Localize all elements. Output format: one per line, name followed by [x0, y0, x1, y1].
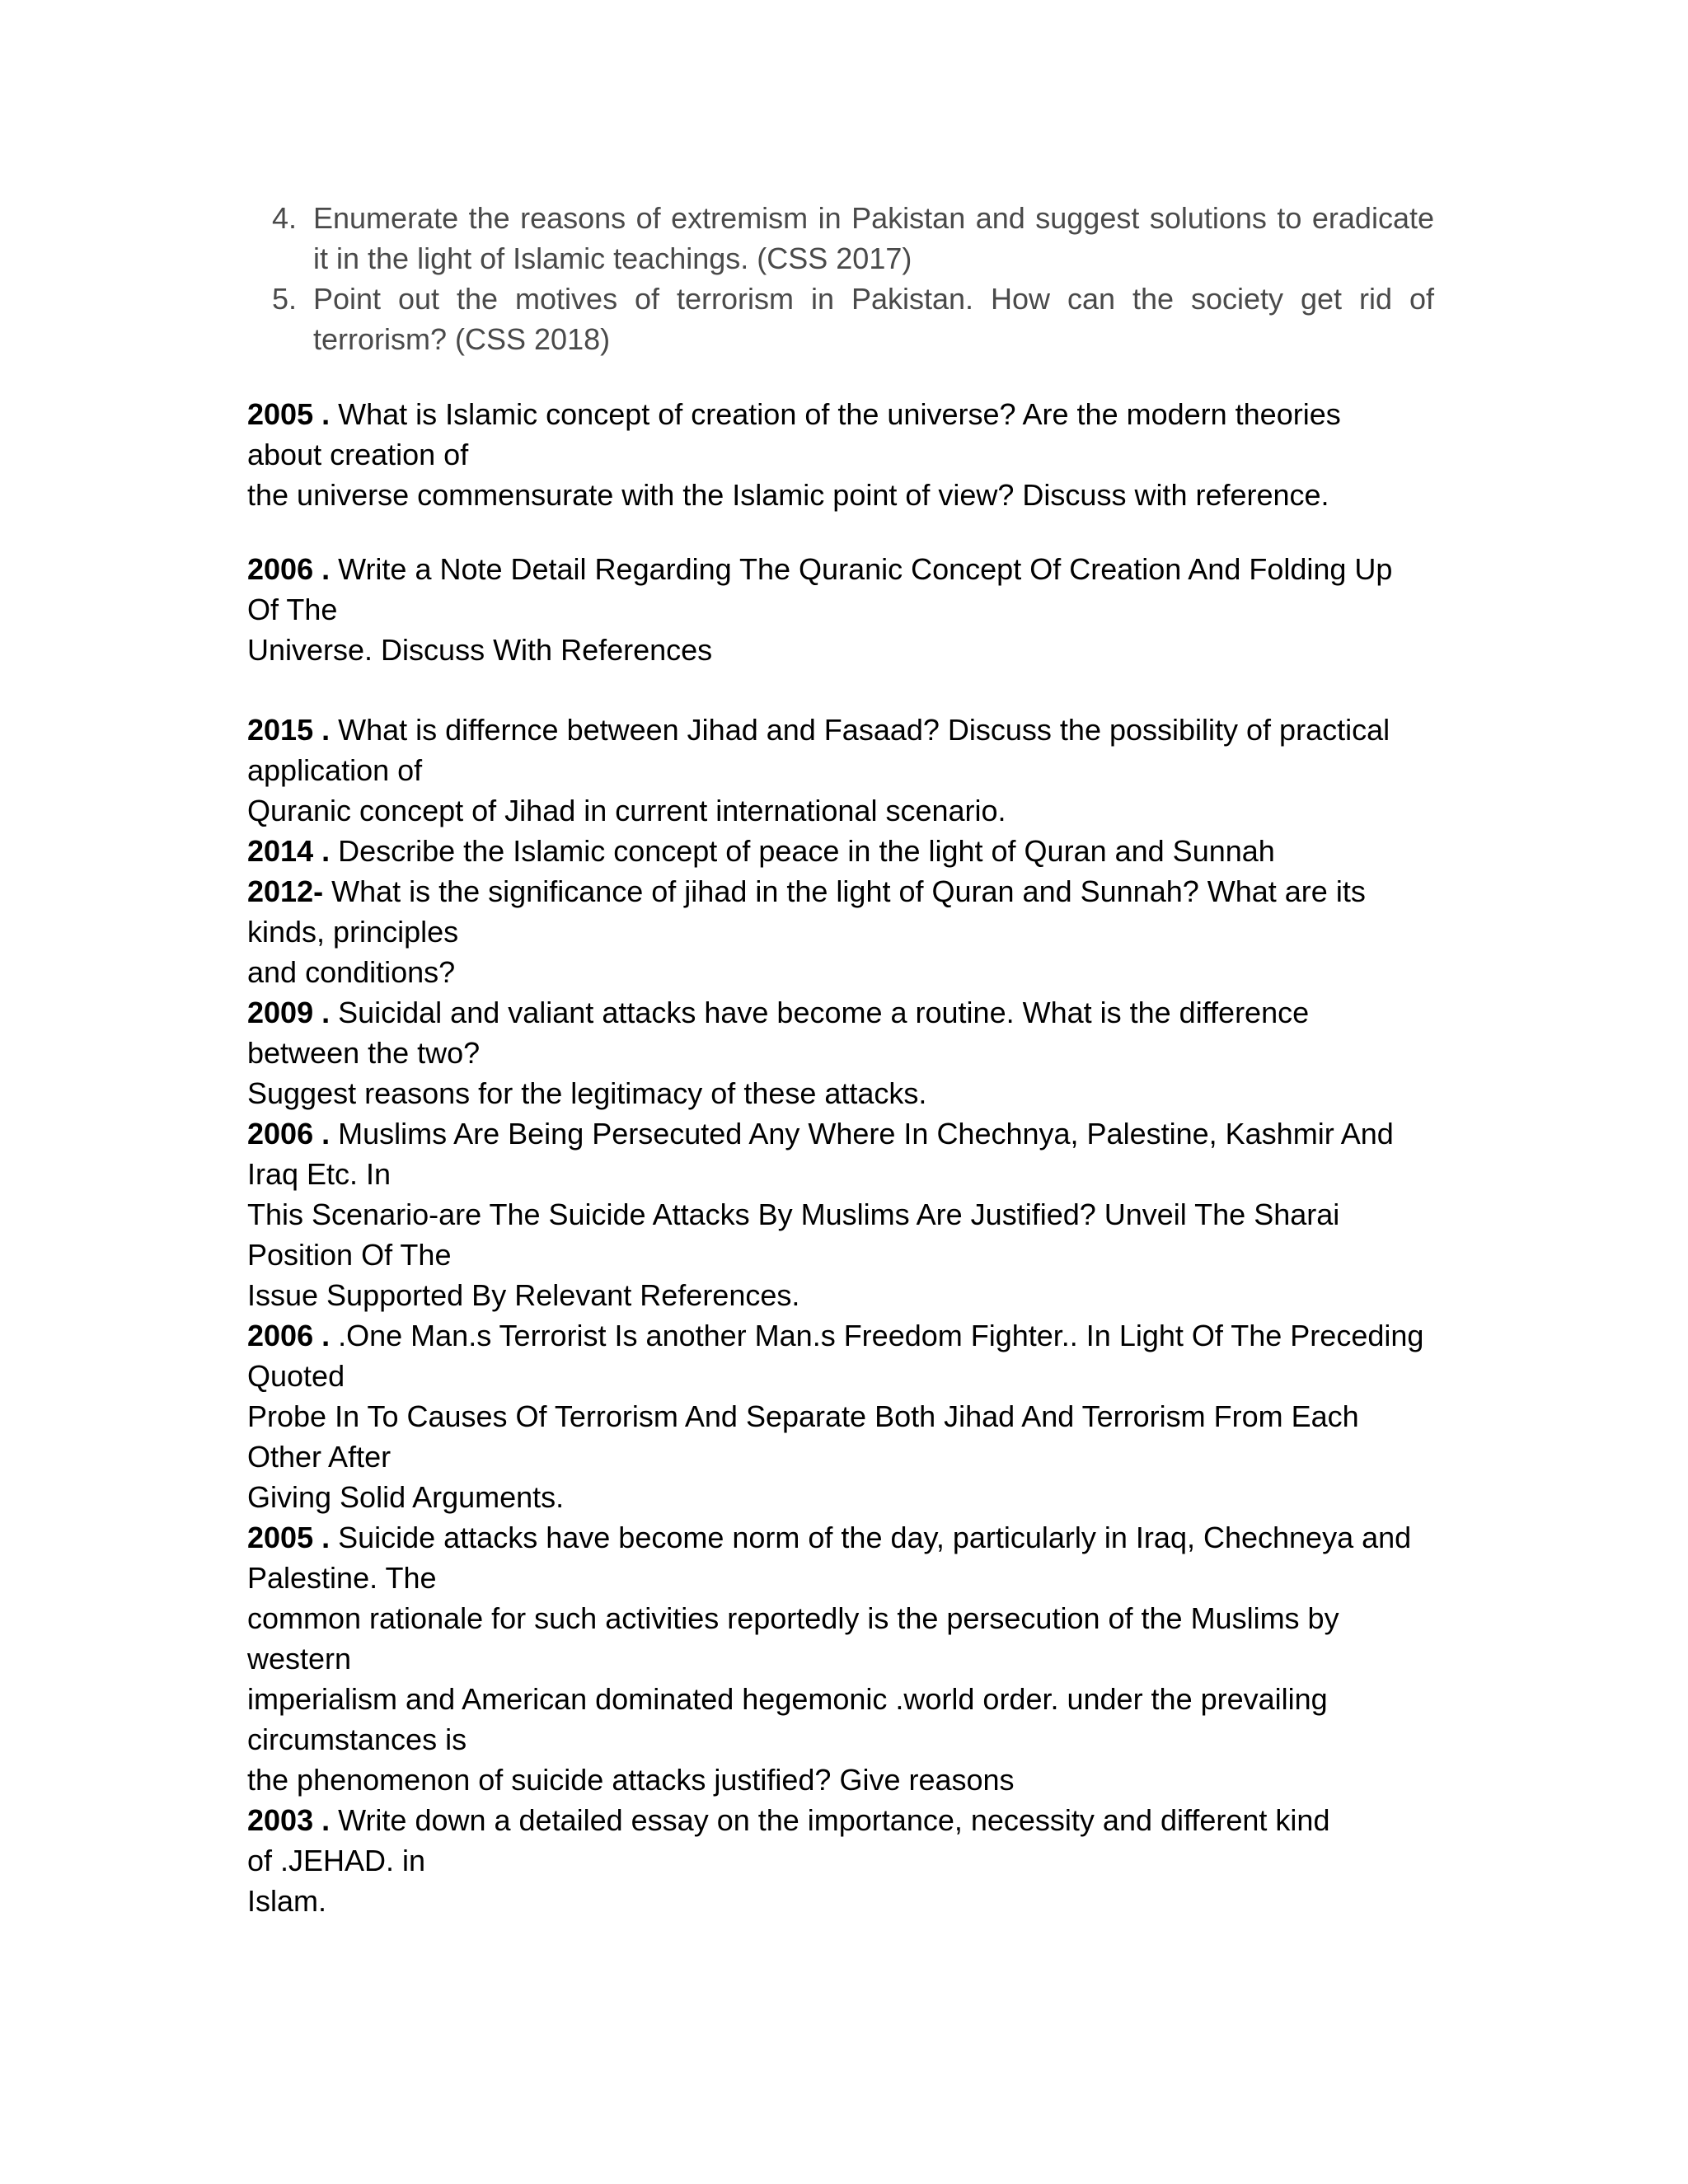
entry-line: Iraq Etc. In — [247, 1157, 392, 1191]
entry-year: 2006 . — [247, 552, 331, 586]
list-item-text: Enumerate the reasons of extremism in Pakistan and suggest solutions to eradicate it in the light of Islamic teachings. (CSS 2017) — [313, 201, 1434, 275]
entry-line — [247, 1800, 1434, 1840]
entry-line: about creation of — [247, 438, 469, 471]
entry-line: kinds, principles — [247, 915, 459, 949]
entry-line: between the two? — [247, 1036, 481, 1070]
entry-text: Suicide attacks have become norm of the day, particularly in Iraq, Chechneya and — [338, 1521, 1412, 1554]
entry-line: Probe In To Causes Of Terrorism And Separate Both Jihad And Terrorism From Each — [247, 1399, 1359, 1433]
entry-line: imperialism and American dominated hegemonic .world order. under the prevailing — [247, 1682, 1328, 1716]
entry-line — [247, 831, 1434, 871]
entry-line — [247, 1113, 1434, 1154]
question-entry-2003 — [247, 1800, 1434, 1921]
list-item — [247, 198, 1434, 279]
entry-year: 2012- — [247, 874, 324, 908]
entry-year: 2003 . — [247, 1803, 331, 1837]
entry-text: What is Islamic concept of creation of the universe? Are the modern theories — [338, 397, 1341, 431]
entry-text: Write down a detailed essay on the importance, necessity and different kind — [338, 1803, 1330, 1837]
entry-text: What is the significance of jihad in the light of Quran and Sunnah? What are its — [331, 874, 1366, 908]
entry-year: 2014 . — [247, 834, 331, 868]
entry-year: 2009 . — [247, 996, 331, 1029]
entry-line: western — [247, 1642, 352, 1675]
entry-line: circumstances is — [247, 1722, 467, 1756]
list-item-number: 5. — [271, 282, 297, 316]
entry-text: Describe the Islamic concept of peace in the light of Quran and Sunnah — [338, 834, 1275, 868]
entry-line: Of The — [247, 593, 338, 626]
entry-text: Write a Note Detail Regarding The Quranic Concept Of Creation And Folding Up — [338, 552, 1393, 586]
entry-line: the phenomenon of suicide attacks justified? Give reasons — [247, 1763, 1015, 1797]
entry-line: Issue Supported By Relevant References. — [247, 1278, 800, 1312]
entry-line: Quranic concept of Jihad in current international scenario. — [247, 794, 1006, 827]
list-item — [247, 279, 1434, 359]
question-entry-2009 — [247, 992, 1434, 1113]
entry-line: and conditions? — [247, 955, 456, 989]
entry-text: Muslims Are Being Persecuted Any Where In Chechnya, Palestine, Kashmir And — [338, 1117, 1394, 1151]
entry-year: 2006 . — [247, 1319, 331, 1352]
entry-line: Giving Solid Arguments. — [247, 1480, 565, 1514]
question-entry-2014 — [247, 831, 1434, 871]
entry-line — [247, 992, 1434, 1033]
entry-line: of .JEHAD. in — [247, 1844, 426, 1877]
entry-line: Islam. — [247, 1884, 327, 1918]
entry-text: What is differnce between Jihad and Fasaad? Discuss the possibility of practical — [338, 713, 1390, 747]
list-item-number: 4. — [271, 201, 297, 235]
question-entry-2006-a — [247, 1113, 1434, 1315]
entry-line: the universe commensurate with the Islamic point of view? Discuss with reference. — [247, 478, 1329, 512]
entry-year: 2005 . — [247, 397, 331, 431]
entry-line: common rationale for such activities reportedly is the persecution of the Muslims by — [247, 1601, 1339, 1635]
entry-year: 2015 . — [247, 713, 331, 747]
question-entry-2005 — [247, 394, 1434, 515]
entry-year: 2006 . — [247, 1117, 331, 1151]
entry-line: Position Of The — [247, 1238, 452, 1272]
entry-text: .One Man.s Terrorist Is another Man.s Freedom Fighter.. In Light Of The Preceding — [338, 1319, 1424, 1352]
entry-line — [247, 394, 1434, 434]
entry-year: 2005 . — [247, 1521, 331, 1554]
entry-line: Universe. Discuss With References — [247, 633, 713, 667]
entry-line: Palestine. The — [247, 1561, 437, 1595]
entry-line — [247, 549, 1434, 589]
question-entries-block — [247, 710, 1434, 1921]
entry-line — [247, 1315, 1434, 1356]
question-entry-2005-b — [247, 1517, 1434, 1800]
entry-line: Suggest reasons for the legitimacy of these attacks. — [247, 1076, 927, 1110]
question-entry-2012 — [247, 871, 1434, 992]
entry-line: This Scenario-are The Suicide Attacks By Muslims Are Justified? Unveil The Sharai — [247, 1197, 1340, 1231]
entry-line — [247, 710, 1434, 750]
entry-text: Suicidal and valiant attacks have become a routine. What is the difference — [338, 996, 1310, 1029]
list-item-text: Point out the motives of terrorism in Pakistan. How can the society get rid of terrorism? (CSS 2018) — [313, 282, 1434, 356]
entry-line — [247, 1517, 1434, 1558]
entry-line: application of — [247, 753, 423, 787]
question-entry-2015 — [247, 710, 1434, 831]
question-entry-2006 — [247, 549, 1434, 670]
entry-line: Other After — [247, 1440, 392, 1474]
entry-line — [247, 871, 1434, 912]
entry-line: Quoted — [247, 1359, 345, 1393]
numbered-question-list — [247, 198, 1434, 359]
question-entry-2006-b — [247, 1315, 1434, 1517]
